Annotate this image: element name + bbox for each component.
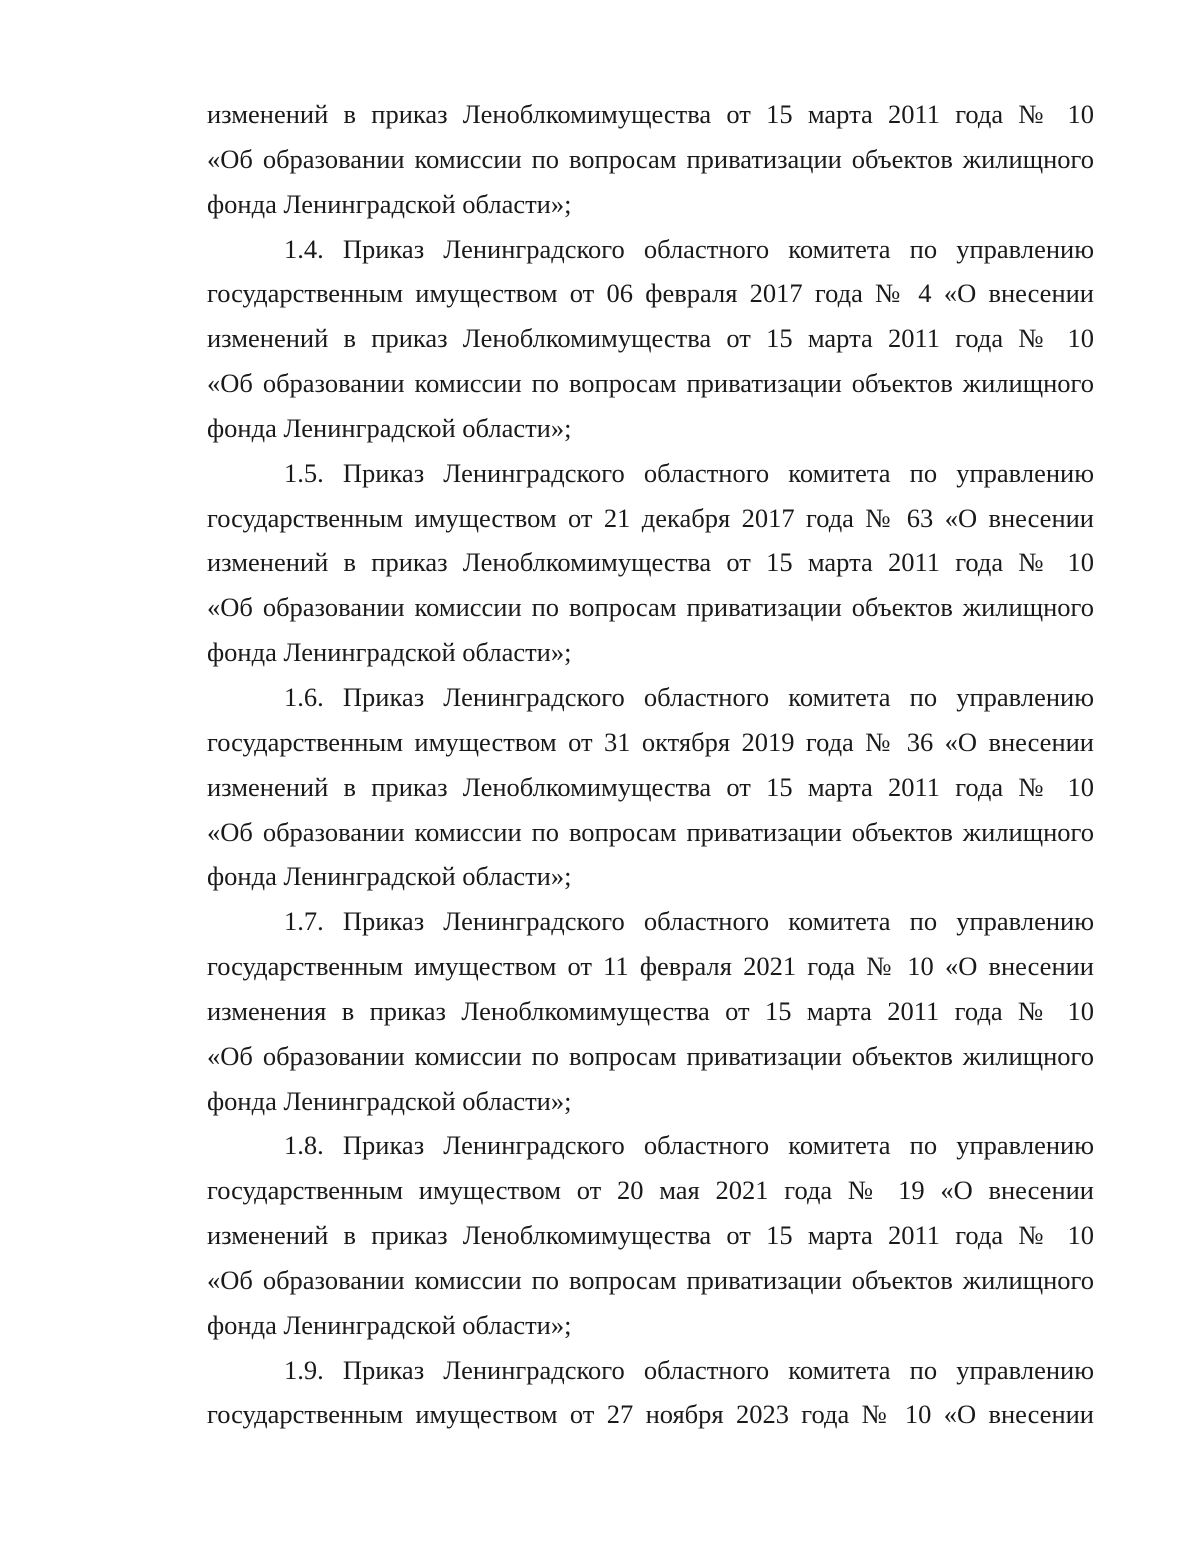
text-line: «Об образовании комиссии по вопросам приватизации объектов жилищного xyxy=(207,592,1094,623)
text-line: изменений в приказ Леноблкомимущества от 15 марта 2011 года № 10 xyxy=(207,99,1094,129)
text-line: «Об образовании комиссии по вопросам приватизации объектов жилищного xyxy=(207,1264,1094,1295)
text-line: изменения в приказ Леноблкомимущества от 15 марта 2011 года № 10 xyxy=(207,995,1094,1026)
text-line: фонда Ленинградской области»; xyxy=(207,188,572,219)
paragraph-heading-line: 1.4. Приказ Ленинградского областного комитета по управлению xyxy=(284,233,1094,264)
paragraph-heading-line: 1.5. Приказ Ленинградского областного комитета по управлению xyxy=(284,457,1094,488)
text-line: фонда Ленинградской области»; xyxy=(207,861,572,892)
text-line: фонда Ленинградской области»; xyxy=(207,412,572,443)
text-line: изменений в приказ Леноблкомимущества от 15 марта 2011 года № 10 xyxy=(207,771,1094,802)
text-line: «Об образовании комиссии по вопросам приватизации объектов жилищного xyxy=(207,1040,1094,1071)
text-line: «Об образовании комиссии по вопросам приватизации объектов жилищного xyxy=(207,816,1094,847)
text-line: государственным имуществом от 06 февраля 2017 года № 4 «О внесении xyxy=(207,278,1094,309)
text-line: фонда Ленинградской области»; xyxy=(207,1309,572,1340)
document-body xyxy=(207,92,1094,1437)
text-line: фонда Ленинградской области»; xyxy=(207,1085,572,1116)
text-line: изменений в приказ Леноблкомимущества от 15 марта 2011 года № 10 xyxy=(207,1220,1094,1251)
text-line: «Об образовании комиссии по вопросам приватизации объектов жилищного xyxy=(207,368,1094,399)
text-line: государственным имуществом от 20 мая 2021 года № 19 «О внесении xyxy=(207,1175,1094,1206)
text-line: государственным имуществом от 27 ноября 2023 года № 10 «О внесении xyxy=(207,1399,1094,1430)
text-line: государственным имуществом от 21 декабря 2017 года № 63 «О внесении xyxy=(207,502,1094,533)
paragraph-heading-line: 1.7. Приказ Ленинградского областного комитета по управлению xyxy=(284,906,1094,937)
paragraph-heading-line: 1.8. Приказ Ленинградского областного комитета по управлению xyxy=(284,1130,1094,1161)
text-line: изменений в приказ Леноблкомимущества от 15 марта 2011 года № 10 xyxy=(207,323,1094,354)
text-line: государственным имуществом от 11 февраля 2021 года № 10 «О внесении xyxy=(207,951,1094,982)
paragraph-heading-line: 1.9. Приказ Ленинградского областного комитета по управлению xyxy=(284,1354,1094,1385)
text-line: фонда Ленинградской области»; xyxy=(207,637,572,668)
text-line: «Об образовании комиссии по вопросам приватизации объектов жилищного xyxy=(207,143,1094,174)
text-line: государственным имуществом от 31 октября 2019 года № 36 «О внесении xyxy=(207,726,1094,757)
paragraph-heading-line: 1.6. Приказ Ленинградского областного комитета по управлению xyxy=(284,681,1094,712)
text-line: изменений в приказ Леноблкомимущества от 15 марта 2011 года № 10 xyxy=(207,547,1094,578)
